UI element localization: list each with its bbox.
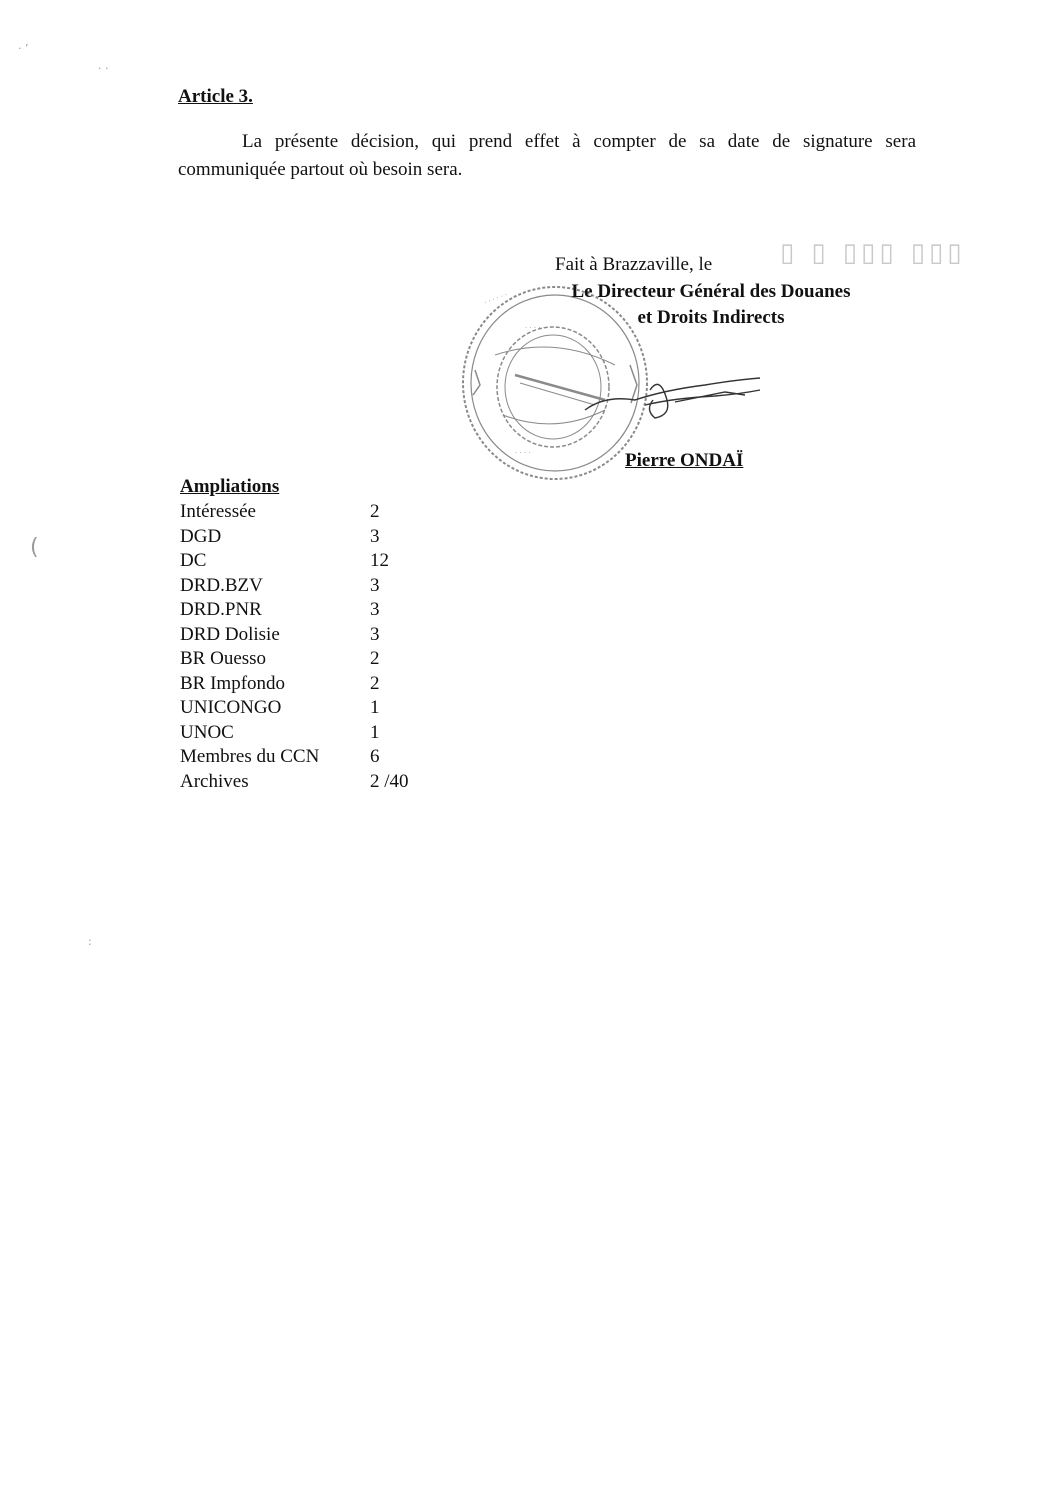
svg-text:· · · · · ·: · · · · · · <box>482 290 509 307</box>
distribution-row <box>180 598 430 623</box>
svg-text:· · · ·: · · · · <box>515 449 531 457</box>
copy-count: 6 <box>370 746 380 767</box>
copy-count: 1 <box>370 697 380 718</box>
distribution-row <box>180 672 430 697</box>
copy-count: 3 <box>370 623 380 645</box>
recipient-name: Intéressée <box>180 501 256 522</box>
signatory-title <box>555 279 867 331</box>
recipient-name: Archives <box>180 770 249 792</box>
distribution-row <box>180 549 430 574</box>
article-body: La présente décision, qui prend effet à compter de sa date de signature sera communiquée partout où besoin sera. <box>178 131 916 180</box>
scan-speck: · ’ <box>18 42 29 55</box>
signatory-title-line1: Le Directeur Général des Douanes <box>571 281 851 302</box>
copy-count: 3 <box>370 599 380 620</box>
distribution-table-body <box>180 500 430 794</box>
distribution-row <box>180 525 430 550</box>
handwritten-signature <box>575 360 775 440</box>
copy-count: 3 <box>370 574 380 596</box>
scan-speck: : <box>88 935 92 948</box>
place-date-line: Fait à Brazzaville, le <box>555 254 713 275</box>
recipient-name: DC <box>180 550 207 571</box>
copy-count: 12 <box>370 550 389 571</box>
distribution-row <box>180 745 430 770</box>
copy-count: 1 <box>370 721 380 743</box>
distribution-row <box>180 770 430 795</box>
recipient-name: UNICONGO <box>180 697 282 718</box>
recipient-name: UNOC <box>180 721 234 743</box>
recipient-name: Membres du CCN <box>180 746 320 767</box>
scan-speck: ( <box>30 535 39 560</box>
distribution-row <box>180 696 430 721</box>
distribution-row <box>180 647 430 672</box>
recipient-name: DRD Dolisie <box>180 623 280 645</box>
distribution-row <box>180 623 430 648</box>
recipient-name: DRD.BZV <box>180 574 263 596</box>
article-title: Article 3. <box>178 86 253 107</box>
date-stamp: ▯ ▯ ▯▯▯ ▯▯▯ <box>780 238 966 268</box>
svg-text:· · · · ·: · · · · · <box>525 324 546 332</box>
copy-count: 2 <box>370 501 380 522</box>
distribution-row <box>180 574 430 599</box>
recipient-name: BR Impfondo <box>180 672 286 694</box>
distribution-row <box>180 721 430 746</box>
distribution-row <box>180 500 430 525</box>
recipient-name: DRD.PNR <box>180 599 262 620</box>
copy-count: 2 <box>370 648 380 669</box>
signatory-name: Pierre ONDAÏ <box>625 450 744 471</box>
distribution-heading: Ampliations <box>180 476 280 497</box>
recipient-name: DGD <box>180 525 222 547</box>
copy-count: 2 /40 <box>370 770 409 792</box>
signatory-title-line2: et Droits Indirects <box>637 307 785 328</box>
scan-speck: · · <box>98 62 109 75</box>
distribution-table <box>180 500 430 794</box>
copy-count: 2 <box>370 672 380 694</box>
recipient-name: BR Ouesso <box>180 648 267 669</box>
copy-count: 3 <box>370 525 380 547</box>
